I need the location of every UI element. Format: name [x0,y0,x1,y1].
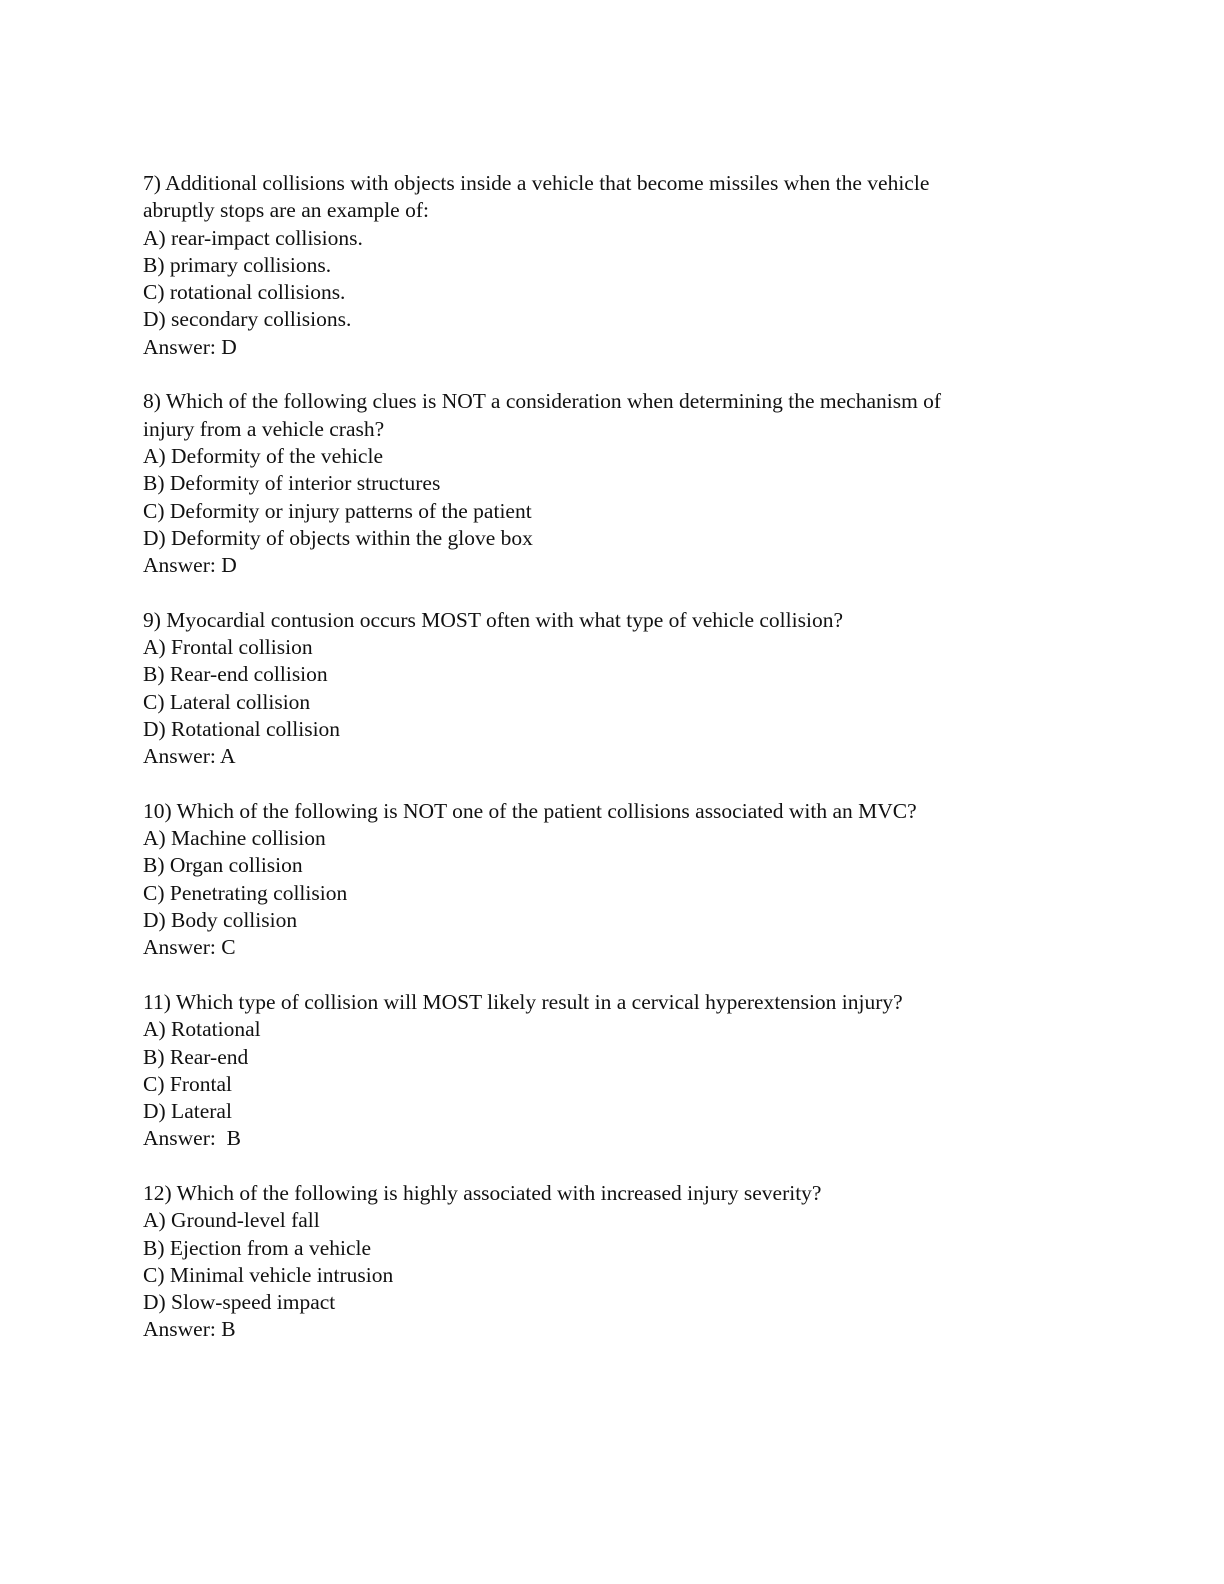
answer-key: Answer: B [143,1126,241,1151]
answer-option-d: D) Lateral [143,1099,232,1124]
answer-option-b: B) Ejection from a vehicle [143,1235,372,1260]
answer-key: Answer: C [143,935,236,960]
question-12 [143,1180,1083,1344]
question-stem-line: abruptly stops are an example of: [143,198,429,223]
question-8 [143,388,1083,579]
answer-option-b: B) Rear-end [143,1044,249,1069]
question-stem-line: 8) Which of the following clues is NOT a consideration when determining the mechanism of [143,389,942,414]
answer-option-d: D) Body collision [143,908,298,933]
answer-option-d: D) Deformity of objects within the glove box [143,525,533,550]
answer-option-c: C) Minimal vehicle intrusion [143,1262,394,1287]
answer-option-a: A) Ground-level fall [143,1208,320,1233]
answer-key: Answer: D [143,553,237,578]
question-9 [143,607,1083,771]
answer-option-b: B) Rear-end collision [143,662,328,687]
question-stem-line: 11) Which type of collision will MOST likely result in a cervical hyperextension injury? [143,989,903,1014]
answer-option-a: A) rear-impact collisions. [143,225,363,250]
question-10 [143,798,1083,962]
question-stem-line: 12) Which of the following is highly associated with increased injury severity? [143,1180,822,1205]
answer-key: Answer: A [143,744,236,769]
answer-option-c: C) rotational collisions. [143,280,346,305]
answer-option-c: C) Lateral collision [143,689,311,714]
answer-option-b: B) Deformity of interior structures [143,471,441,496]
answer-key: Answer: D [143,334,237,359]
answer-option-b: B) Organ collision [143,853,303,878]
question-stem-line: 7) Additional collisions with objects inside a vehicle that become missiles when the vehicle [143,171,930,195]
answer-option-a: A) Deformity of the vehicle [143,443,383,468]
question-11 [143,989,1083,1153]
answer-option-a: A) Frontal collision [143,635,313,660]
answer-option-b: B) primary collisions. [143,252,332,277]
answer-option-c: C) Deformity or injury patterns of the patient [143,498,532,523]
answer-option-d: D) Rotational collision [143,716,341,741]
answer-option-c: C) Penetrating collision [143,880,348,905]
answer-key: Answer: B [143,1317,236,1342]
answer-option-d: D) secondary collisions. [143,307,352,332]
answer-option-d: D) Slow-speed impact [143,1290,336,1315]
answer-option-a: A) Rotational [143,1017,261,1042]
answer-option-c: C) Frontal [143,1071,232,1096]
question-stem-line: 9) Myocardial contusion occurs MOST often with what type of vehicle collision? [143,607,843,632]
question-7 [143,170,1083,361]
document-page [143,170,1083,1371]
question-stem-line: injury from a vehicle crash? [143,416,385,441]
question-stem-line: 10) Which of the following is NOT one of the patient collisions associated with an MVC? [143,798,917,823]
answer-option-a: A) Machine collision [143,826,326,851]
